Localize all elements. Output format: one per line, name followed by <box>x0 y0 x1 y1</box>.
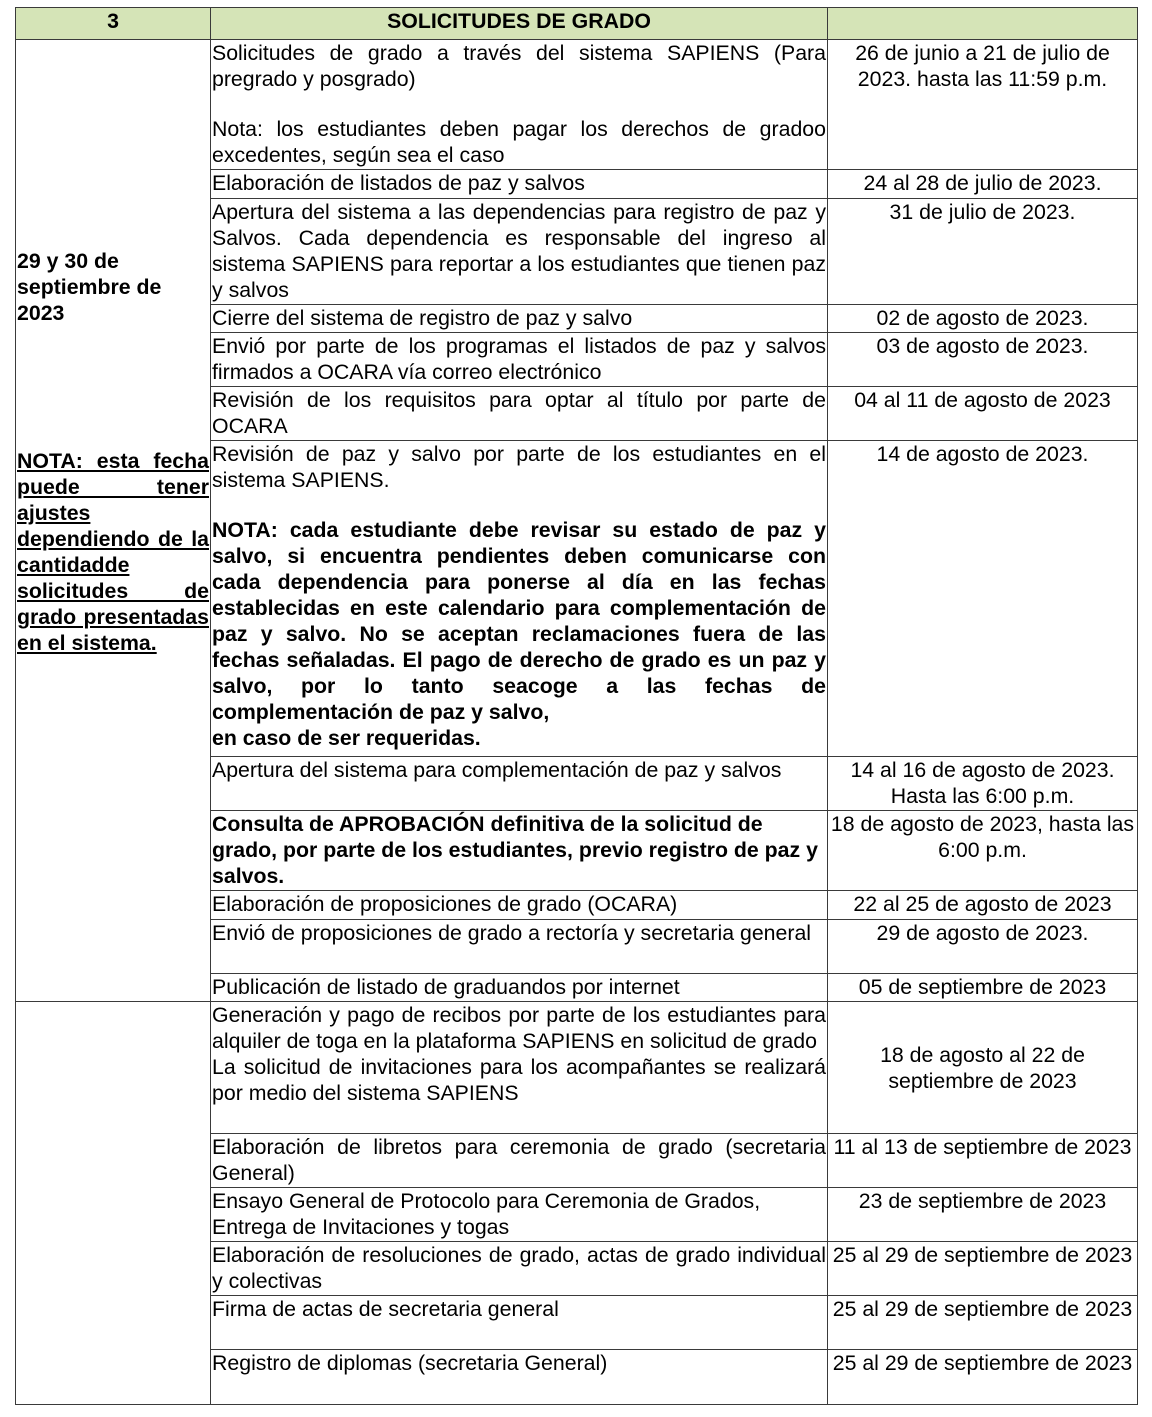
section-title: SOLICITUDES DE GRADO <box>211 8 828 40</box>
date-cell: 29 de agosto de 2023. <box>828 920 1138 974</box>
activity-cell: Consulta de APROBACIÓN definitiva de la solicitud de grado, por parte de los estudiantes, previo registro de paz y salvos. <box>211 811 828 891</box>
activity-note: La solicitud de invitaciones para los acompañantes se realizará por medio del sistema SAPIENS <box>212 1055 826 1105</box>
activity-cell: Ensayo General de Protocolo para Ceremonia de Grados, Entrega de Invitaciones y togas <box>211 1188 828 1242</box>
activity-cell: Publicación de listado de graduandos por internet <box>211 974 828 1002</box>
date-cell: 25 al 29 de septiembre de 2023 <box>828 1350 1138 1405</box>
date-cell: 11 al 13 de septiembre de 2023 <box>828 1134 1138 1188</box>
activity-text: Generación y pago de recibos por parte de los estudiantes para alquiler de toga en la plataforma SAPIENS en solicitud de grado <box>212 1003 826 1053</box>
date-cell: 02 de agosto de 2023. <box>828 305 1138 333</box>
activity-note: NOTA: cada estudiante debe revisar su estado de paz y salvo, si encuentra pendientes deben comunicarse con cada dependencia para ponerse al día en las fechas establecidas en este calendario para complementación de paz y salvo. No se aceptan reclamaciones fuera de las fechas señaladas. El pago de derecho de grado es un paz y salvo, por lo tanto seacoge a las fechas de complementación de paz y salvo, <box>212 518 826 724</box>
date-cell: 31 de julio de 2023. <box>828 199 1138 305</box>
date-cell: 03 de agosto de 2023. <box>828 333 1138 387</box>
date-cell: 25 al 29 de septiembre de 2023 <box>828 1242 1138 1296</box>
activity-cell: Elaboración de listados de paz y salvos <box>211 170 828 199</box>
date-cell: 04 al 11 de agosto de 2023 <box>828 387 1138 441</box>
table-row <box>16 1002 1138 1134</box>
table-header-row <box>16 8 1138 40</box>
activity-cell: Apertura del sistema para complementación de paz y salvos <box>211 757 828 811</box>
activity-cell <box>211 40 828 170</box>
ceremony-note: NOTA: esta fecha puede tener ajustes dependiendo de la cantidadde solicitudes de grado presentadas en el sistema. <box>17 449 209 655</box>
date-cell: 14 al 16 de agosto de 2023. Hasta las 6:00 p.m. <box>828 757 1138 811</box>
activity-cell: Cierre del sistema de registro de paz y salvo <box>211 305 828 333</box>
activity-cell: Apertura del sistema a las dependencias para registro de paz y Salvos. Cada dependencia es responsable del ingreso al sistema SAPIENS para reportar a los estudiantes que tienen paz y salvos <box>211 199 828 305</box>
activity-cell: Envió por parte de los programas el listados de paz y salvos firmados a OCARA vía correo electrónico <box>211 333 828 387</box>
activity-cell: Envió de proposiciones de grado a rectoría y secretaria general <box>211 920 828 974</box>
activity-cell <box>211 1002 828 1134</box>
date-cell: 05 de septiembre de 2023 <box>828 974 1138 1002</box>
activity-cell: Elaboración de libretos para ceremonia de grado (secretaria General) <box>211 1134 828 1188</box>
date-cell: 18 de agosto de 2023, hasta las 6:00 p.m. <box>828 811 1138 891</box>
date-cell: 22 al 25 de agosto de 2023 <box>828 891 1138 920</box>
activity-cell: Firma de actas de secretaria general <box>211 1296 828 1350</box>
date-cell: 14 de agosto de 2023. <box>828 441 1138 757</box>
activity-cell <box>211 441 828 757</box>
activity-cell: Revisión de los requisitos para optar al título por parte de OCARA <box>211 387 828 441</box>
ceremony-date: 29 y 30 de septiembre de 2023 <box>17 249 162 325</box>
date-cell: 24 al 28 de julio de 2023. <box>828 170 1138 199</box>
table-row <box>16 40 1138 170</box>
activity-cell: Elaboración de resoluciones de grado, actas de grado individual y colectivas <box>211 1242 828 1296</box>
section-number: 3 <box>16 8 211 40</box>
activity-text: Revisión de paz y salvo por parte de los estudiantes en el sistema SAPIENS. <box>212 442 826 492</box>
group1-left-cell <box>16 40 211 1002</box>
activity-cell: Elaboración de proposiciones de grado (OCARA) <box>211 891 828 920</box>
date-cell: 18 de agosto al 22 de septiembre de 2023 <box>828 1002 1138 1134</box>
header-empty-cell <box>828 8 1138 40</box>
activity-cell: Registro de diplomas (secretaria General) <box>211 1350 828 1405</box>
grade-requests-table <box>15 7 1138 1405</box>
date-cell: 25 al 29 de septiembre de 2023 <box>828 1296 1138 1350</box>
date-cell: 26 de junio a 21 de julio de 2023. hasta las 11:59 p.m. <box>828 40 1138 170</box>
activity-note: Nota: los estudiantes deben pagar los derechos de gradoo excedentes, según sea el caso <box>212 117 826 167</box>
group2-left-cell <box>16 1002 211 1405</box>
date-cell: 23 de septiembre de 2023 <box>828 1188 1138 1242</box>
activity-text: Solicitudes de grado a través del sistema SAPIENS (Para pregrado y posgrado) <box>212 41 826 91</box>
activity-note-end: en caso de ser requeridas. <box>212 726 481 750</box>
